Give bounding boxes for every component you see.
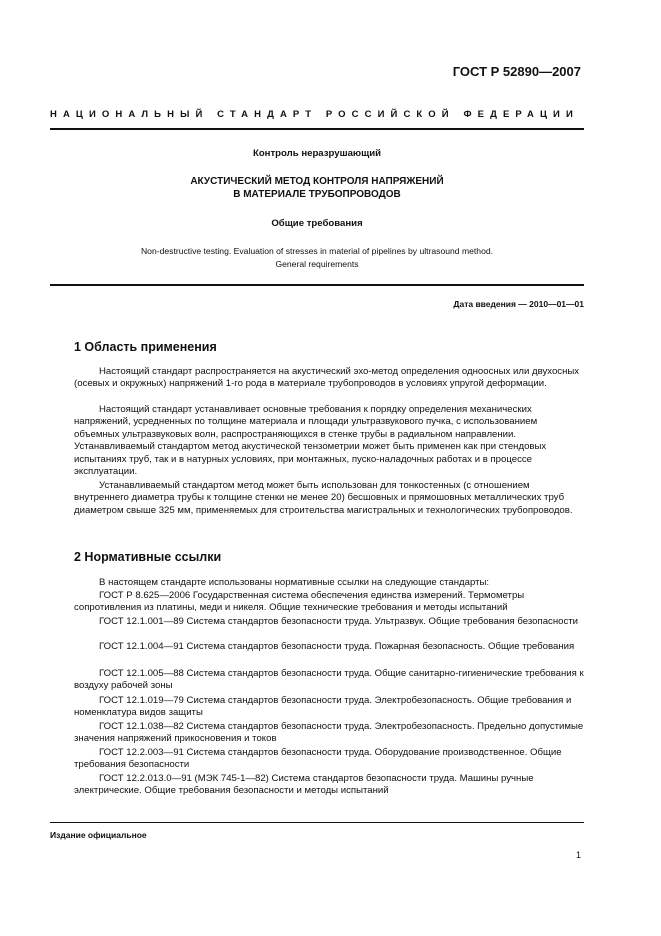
title-main-line1: АКУСТИЧЕСКИЙ МЕТОД КОНТРОЛЯ НАПРЯЖЕНИЙ <box>190 176 444 187</box>
standard-banner: НАЦИОНАЛЬНЫЙ СТАНДАРТ РОССИЙСКОЙ ФЕДЕРАЦИИ <box>50 109 579 120</box>
reference-item: ГОСТ 12.1.005—88 Система стандартов безопасности труда. Общие санитарно-гигиенические требования к воздуху рабочей зоны <box>74 668 584 692</box>
title-english-line2: General requirements <box>275 259 359 269</box>
title-main-line2: В МАТЕРИАЛЕ ТРУБОПРОВОДОВ <box>233 189 401 200</box>
section1-paragraph: Устанавливаемый стандартом метод может быть использован для тонкостенных (с отношением внутреннего диаметра трубы к толщине стенки не менее 20) бесшовных и прямошовных металлических труб диаметром свыше 325 мм, применяемых для строительства магистральных и технологических трубопроводов. <box>74 480 573 516</box>
page-number: 1 <box>575 850 581 860</box>
title-rule <box>50 284 584 286</box>
publication-note: Издание официальное <box>50 830 147 840</box>
banner-rule <box>50 128 584 130</box>
section2-heading: 2 Нормативные ссылки <box>74 550 222 564</box>
section1-paragraph: Настоящий стандарт устанавливает основные требования к порядку определения механических напряжений, усредненных по толщине материала и площади ультразвукового пучка, с использованием объемных ультразвуковых волн, распространяющихся в стенке трубы в радиальном направлении. Устанавливаемый стандартом метод акустической тензометрии может быть применен как при стендовых испытаниях труб, так и в натурных условиях, при монтажных, пуско-наладочных работах и в процессе эксплуатации. <box>74 404 547 478</box>
reference-item: ГОСТ 12.2.013.0—91 (МЭК 745-1—82) Система стандартов безопасности труда. Машины ручные электрические. Общие требования безопасности и методы испытаний <box>74 773 534 797</box>
title-group: Контроль неразрушающий <box>252 148 382 159</box>
reference-item: ГОСТ 12.1.004—91 Система стандартов безопасности труда. Пожарная безопасность. Общие требования <box>99 641 575 652</box>
intro-date: Дата введения — 2010—01—01 <box>453 299 584 309</box>
reference-item: ГОСТ 12.1.019—79 Система стандартов безопасности труда. Электробезопасность. Общие требования и номенклатура видов защиты <box>74 695 572 719</box>
title-english-line1: Non-destructive testing. Evaluation of stresses in material of pipelines by ultrasound method. <box>140 246 494 256</box>
reference-item: ГОСТ Р 8.625—2006 Государственная система обеспечения единства измерений. Термометры сопротивления из платины, меди и никеля. Общие технические требования и методы испытаний <box>74 590 525 614</box>
footer-rule <box>50 822 584 823</box>
reference-item: ГОСТ 12.1.001—89 Система стандартов безопасности труда. Ультразвук. Общие требования безопасности <box>99 616 579 627</box>
reference-item: ГОСТ 12.1.038—82 Система стандартов безопасности труда. Электробезопасность. Предельно допустимые значения напряжений прикосновения и токов <box>74 721 584 745</box>
reference-item: ГОСТ 12.2.003—91 Система стандартов безопасности труда. Оборудование производственное. Общие требования безопасности <box>74 747 562 771</box>
section2-intro: В настоящем стандарте использованы нормативные ссылки на следующие стандарты: <box>99 577 490 588</box>
section1-heading: 1 Область применения <box>74 340 217 354</box>
title-sub: Общие требования <box>271 218 363 229</box>
document-code: ГОСТ Р 52890—2007 <box>452 64 581 79</box>
section1-paragraph: Настоящий стандарт распространяется на акустический эхо-метод определения одноосных или двухосных (осевых и окружных) напряжений 1-го рода в материале трубопроводов в условиях упругой деформации. <box>74 366 580 390</box>
